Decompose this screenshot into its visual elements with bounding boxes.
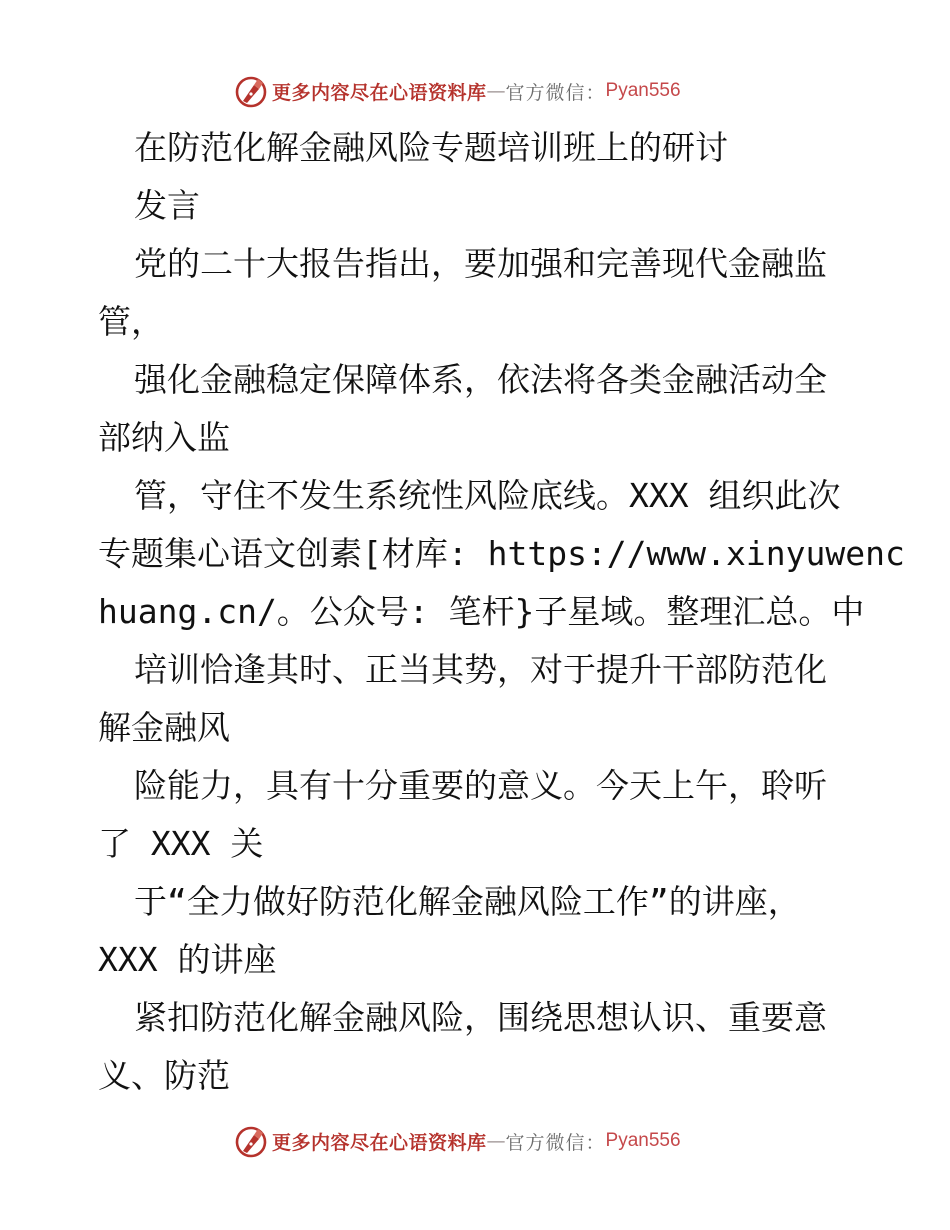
paragraph-line: 义、防范 [98, 1056, 230, 1095]
paragraph-line: XXX 的讲座 [98, 940, 277, 979]
pen-nib-logo-icon [234, 1124, 268, 1158]
paragraph-line: 部纳入监 [98, 418, 230, 457]
banner-brand-text: 更多内容尽在心语资料库 [272, 1131, 487, 1154]
paragraph-line: 险能力，具有十分重要的意义。今天上午，聆听 [134, 766, 827, 805]
document-title-line-1: 在防范化解金融风险专题培训班上的研讨 [134, 128, 728, 167]
paragraph-line: 了 XXX 关 [98, 824, 264, 863]
paragraph-line: 解金融风 [98, 708, 230, 747]
banner-contact-label: 官方微信： [505, 1131, 606, 1154]
document-title-line-2: 发言 [134, 186, 200, 225]
banner-separator: — [486, 80, 506, 102]
paragraph-line: huang.cn/。公众号: 笔杆}子星域。整理汇总。中 [98, 592, 865, 631]
header-watermark-banner [234, 74, 681, 108]
paragraph-line: 专题集心语文创素[材库: https://www.xinyuwenc [98, 534, 905, 573]
paragraph-line: 强化金融稳定保障体系，依法将各类金融活动全 [134, 360, 827, 399]
banner-wechat-id: Pyan556 [605, 80, 681, 101]
paragraph-line: 党的二十大报告指出，要加强和完善现代金融监 [134, 244, 827, 283]
banner-brand-text: 更多内容尽在心语资料库 [272, 81, 487, 104]
footer-watermark-banner [234, 1124, 681, 1158]
paragraph-line: 管，守住不发生系统性风险底线。XXX 组织此次 [134, 476, 841, 515]
paragraph-line: 管， [98, 302, 164, 341]
paragraph-line: 培训恰逢其时、正当其势，对于提升干部防范化 [134, 650, 827, 689]
banner-separator: — [486, 1130, 506, 1152]
banner-wechat-id: Pyan556 [605, 1130, 681, 1151]
paragraph-line: 紧扣防范化解金融风险，围绕思想认识、重要意 [134, 998, 827, 1037]
banner-contact-label: 官方微信： [505, 81, 606, 104]
paragraph-line: 于“全力做好防范化解金融风险工作”的讲座， [134, 882, 801, 921]
pen-nib-logo-icon [234, 74, 268, 108]
